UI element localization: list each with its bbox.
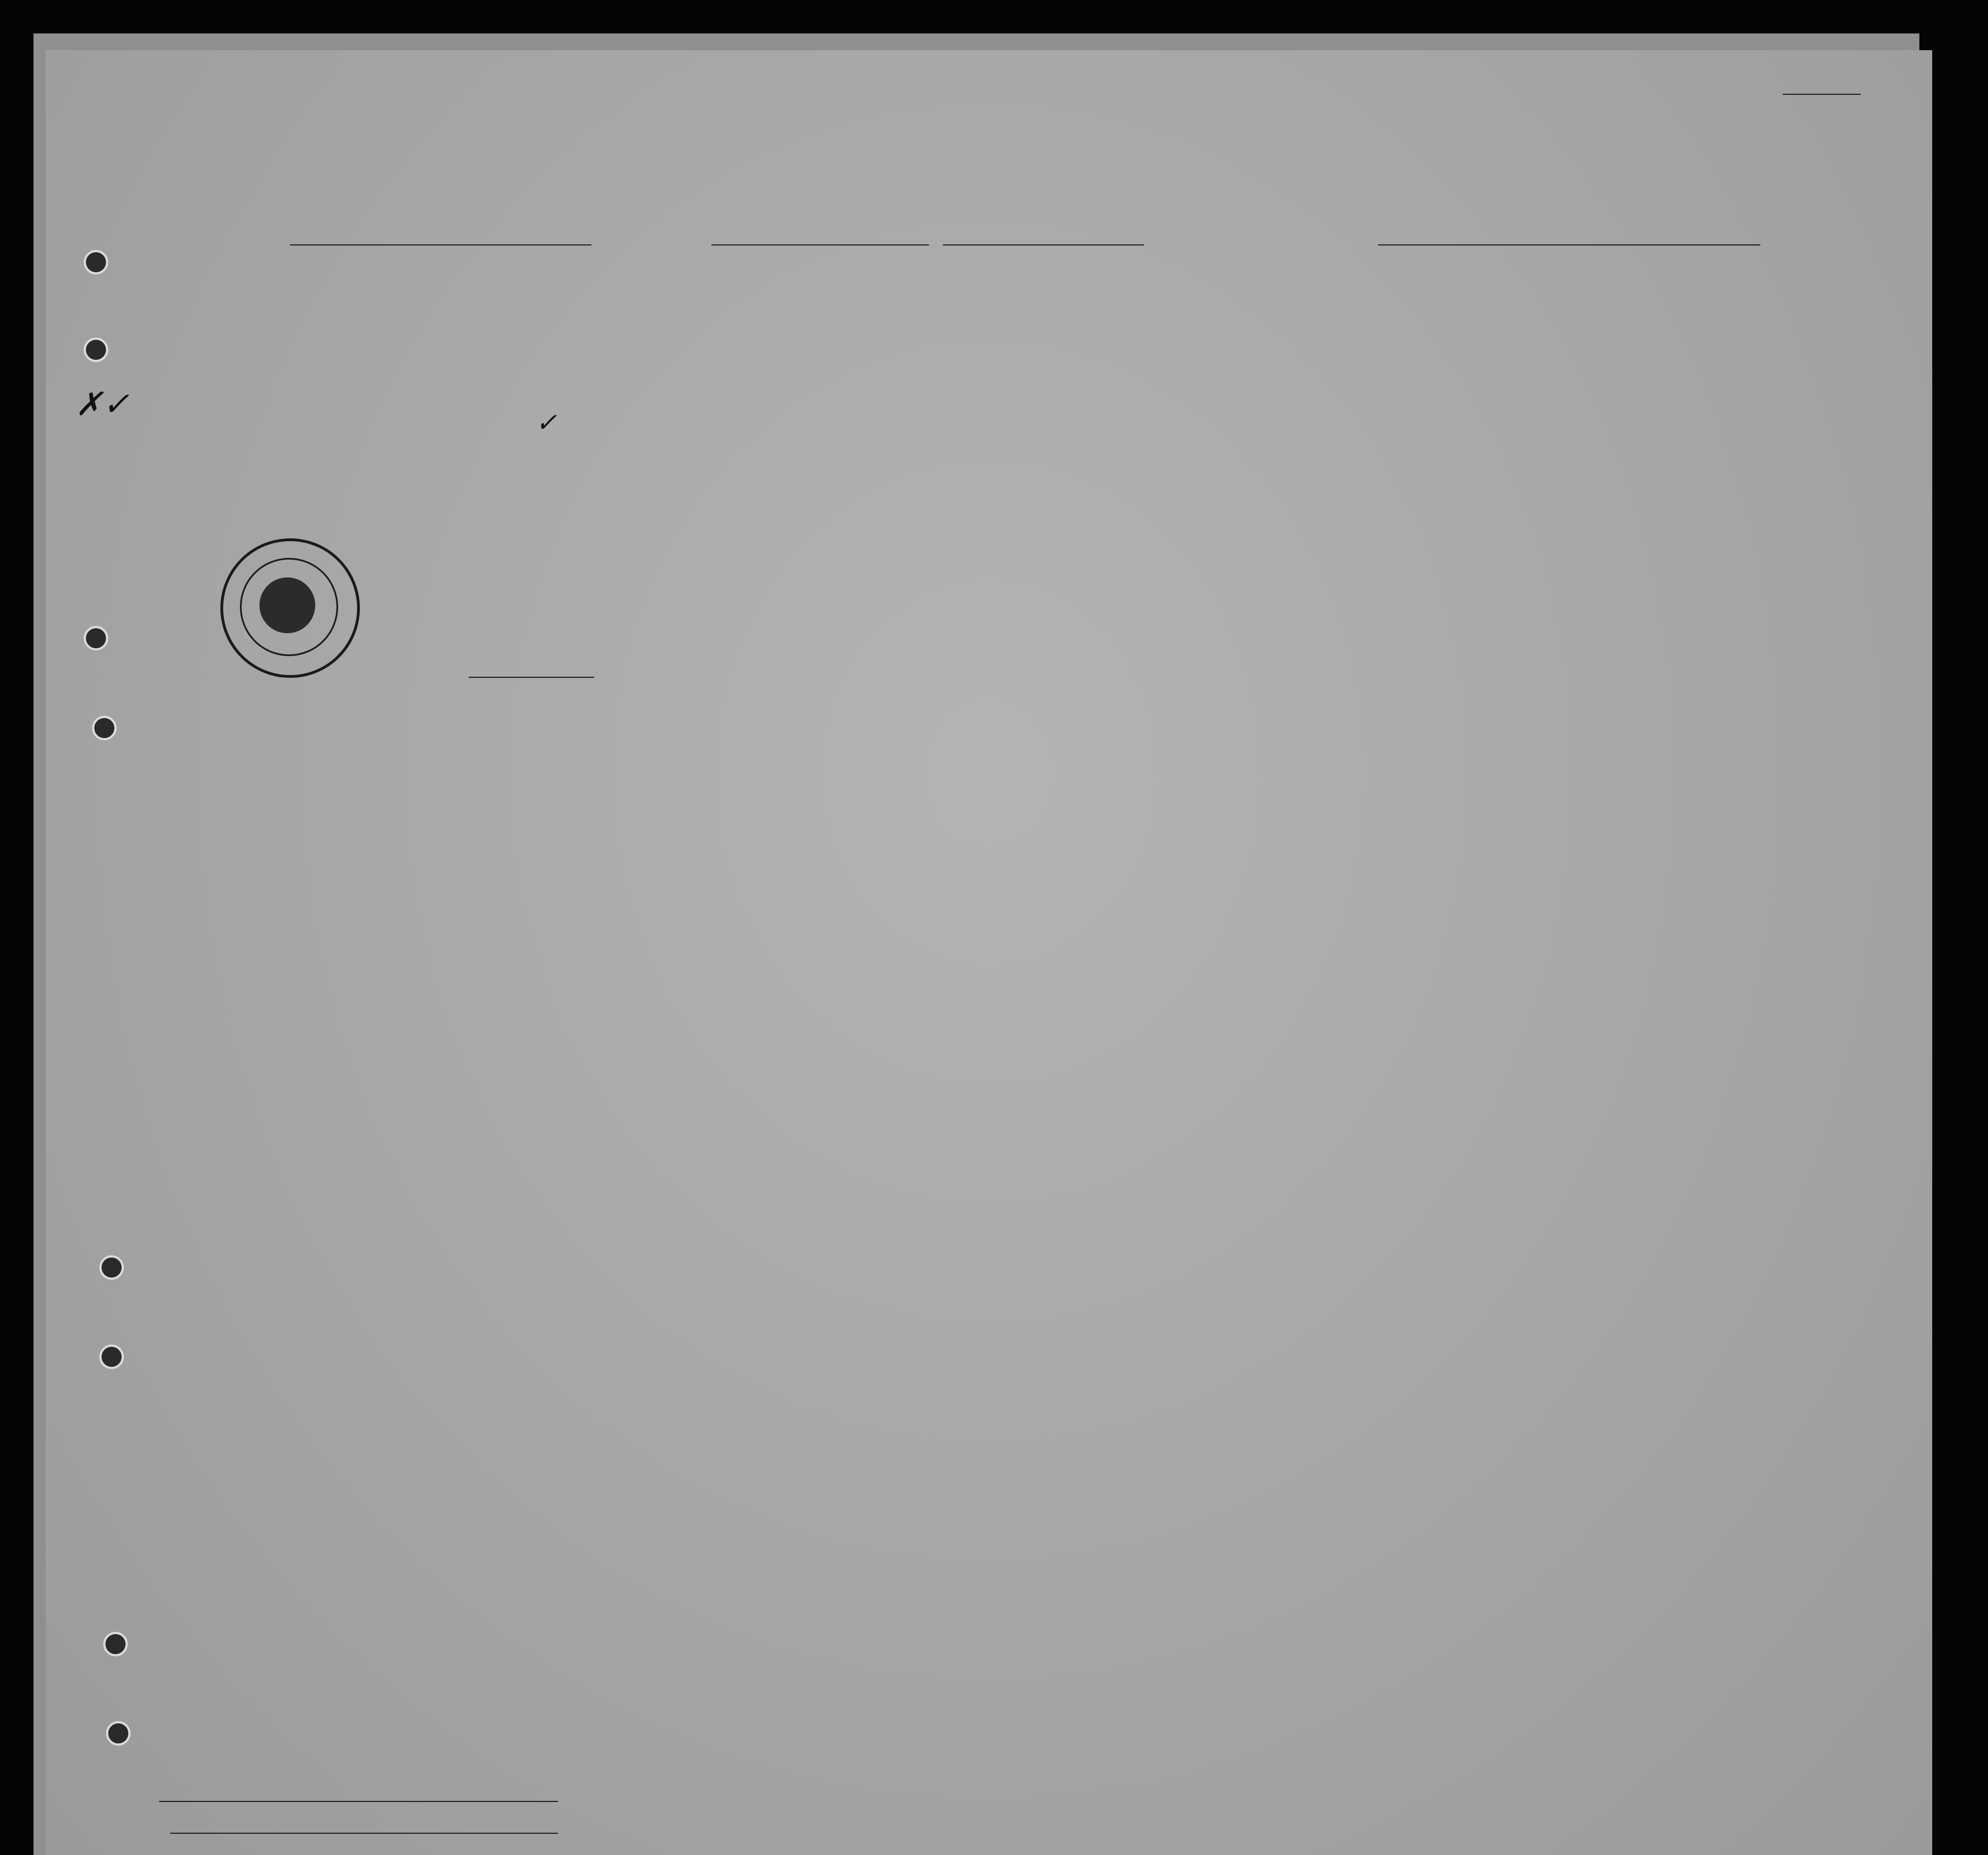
- binder-hole: [84, 250, 108, 274]
- binder-hole: [84, 338, 108, 362]
- check-mark-left: ✗✓: [75, 385, 130, 423]
- service-no-underline: [469, 677, 594, 678]
- binder-hole: [99, 1345, 124, 1369]
- eagle-icon: [259, 577, 315, 633]
- binder-hole: [103, 1632, 128, 1656]
- footer-line-underline: [159, 1801, 558, 1802]
- binder-hole: [92, 716, 117, 740]
- footer-owners-underline: [170, 1833, 558, 1834]
- binder-hole: [99, 1255, 124, 1280]
- consulate-seal: [220, 538, 360, 678]
- check-mark-name: ✓: [536, 407, 557, 437]
- binder-hole: [106, 1721, 131, 1746]
- binder-hole: [84, 626, 108, 651]
